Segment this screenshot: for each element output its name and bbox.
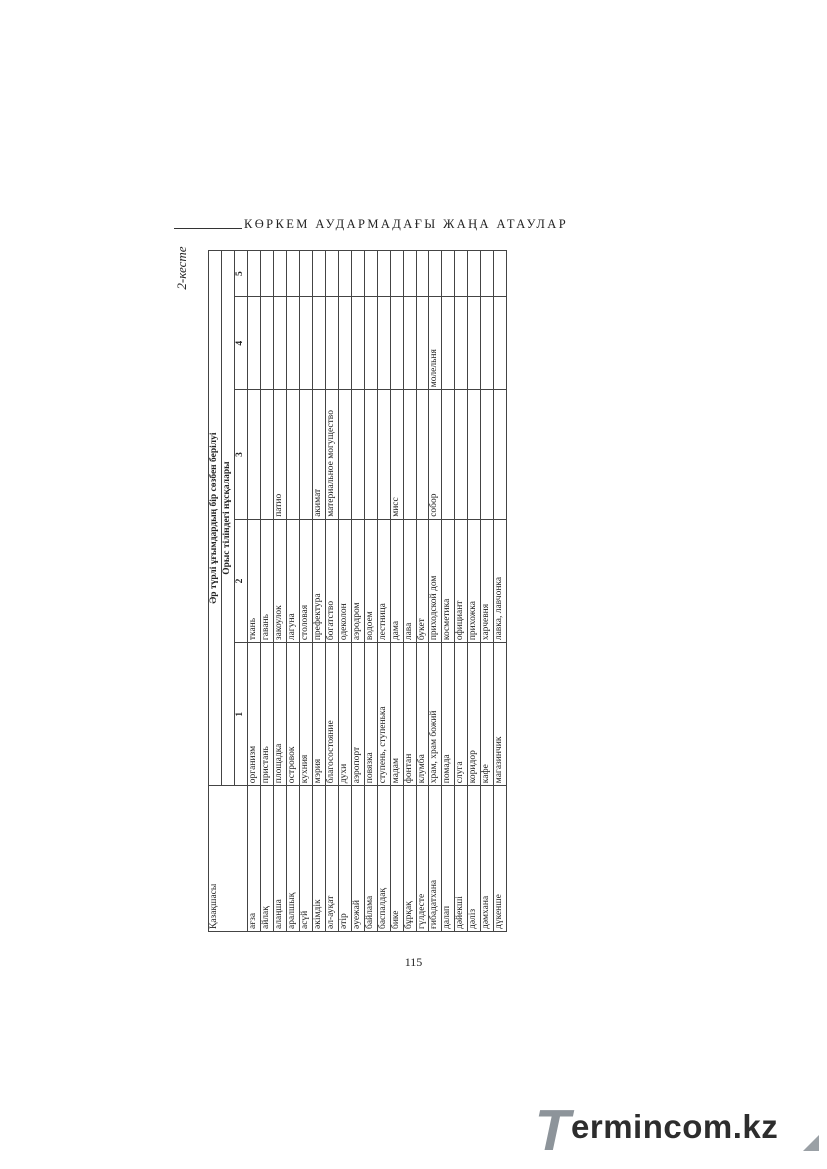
table-cell [403, 390, 416, 520]
table-cell [260, 390, 273, 520]
table-cell [299, 297, 312, 390]
table-cell [442, 297, 455, 390]
table-cell: прихожка [468, 519, 481, 642]
table-cell: материальное могущество [325, 390, 338, 520]
table-row [416, 251, 429, 932]
table-row [403, 251, 416, 932]
table-cell [351, 390, 364, 520]
table-cell: ағза [247, 786, 260, 932]
table-cell [351, 297, 364, 390]
table-cell [494, 251, 507, 297]
running-header [174, 212, 620, 232]
table-cell: аралшық [286, 786, 299, 932]
table-cell: мадам [390, 643, 403, 786]
table-cell: кухния [299, 643, 312, 786]
table-header-row [209, 251, 222, 932]
table-cell [429, 251, 442, 297]
table-row [364, 251, 377, 932]
table-cell [390, 251, 403, 297]
table-cell: лестница [377, 519, 390, 642]
column-number: 5 [234, 251, 247, 297]
table-cell: ғибадатхана [429, 786, 442, 932]
table-cell: помада [442, 643, 455, 786]
table-cell: әл-ауқат [325, 786, 338, 932]
table-cell: косметика [442, 519, 455, 642]
table-cell [455, 297, 468, 390]
table-cell [481, 251, 494, 297]
table-cell: ткань [247, 519, 260, 642]
table-cell [312, 251, 325, 297]
table-cell [442, 251, 455, 297]
table-cell [390, 297, 403, 390]
table-cell [364, 390, 377, 520]
table-cell [260, 297, 273, 390]
table-cell [325, 251, 338, 297]
table-row [442, 251, 455, 932]
table-cell: островок [286, 643, 299, 786]
header-main: Әр түрлі ұғымдардың бір сөзбен берілуі [209, 251, 222, 786]
table-row [481, 251, 494, 932]
table-cell: аэропорт [351, 643, 364, 786]
table-row [429, 251, 442, 932]
table-cell [481, 297, 494, 390]
table-cell: дәліз [468, 786, 481, 932]
table-cell: водоем [364, 519, 377, 642]
table-cell [494, 297, 507, 390]
logo-text: ermincom.kz [571, 1108, 779, 1145]
table-cell [455, 251, 468, 297]
table-cell: фонтан [403, 643, 416, 786]
column-number: 4 [234, 297, 247, 390]
table-row [351, 251, 364, 932]
logo-corner-icon [803, 1135, 819, 1151]
logo-letter-t: T [528, 1098, 578, 1163]
header-sub: Орыс тіліндегі нұсқалары [221, 251, 234, 786]
table-cell: лагуна [286, 519, 299, 642]
table-cell: магазинчик [494, 643, 507, 786]
table-cell: әкімдік [312, 786, 325, 932]
table-cell [377, 390, 390, 520]
table-cell: дәйекші [455, 786, 468, 932]
table-cell [468, 390, 481, 520]
table-cell [416, 390, 429, 520]
table-cell [377, 297, 390, 390]
table-cell [338, 390, 351, 520]
table-cell: асүй [299, 786, 312, 932]
table-cell: благосостояние [325, 643, 338, 786]
table-cell: организм [247, 643, 260, 786]
table-cell: баспалдақ [377, 786, 390, 932]
table-cell [273, 251, 286, 297]
table-row [260, 251, 273, 932]
table-row [273, 251, 286, 932]
table-cell [286, 251, 299, 297]
table-body [247, 251, 506, 932]
table-cell [273, 297, 286, 390]
table-cell: букет [416, 519, 429, 642]
table-cell: духи [338, 643, 351, 786]
terms-table [208, 250, 507, 932]
rotated-table-frame [208, 250, 614, 932]
table-cell: слуга [455, 643, 468, 786]
table-row [390, 251, 403, 932]
table-row [247, 251, 260, 932]
table-cell: дама [390, 519, 403, 642]
header-kazakh: Қазақшасы [209, 786, 248, 932]
table-cell [247, 390, 260, 520]
table-container [208, 250, 614, 932]
table-cell: префектура [312, 519, 325, 642]
table-cell: столовая [299, 519, 312, 642]
table-cell: әуежай [351, 786, 364, 932]
table-cell: бике [390, 786, 403, 932]
table-cell: мэрия [312, 643, 325, 786]
table-cell: аэродром [351, 519, 364, 642]
table-cell [403, 297, 416, 390]
table-cell: гүлдесте [416, 786, 429, 932]
column-number: 1 [234, 643, 247, 786]
table-row [494, 251, 507, 932]
table-cell: айлақ [260, 786, 273, 932]
column-number: 2 [234, 519, 247, 642]
table-cell: молельня [429, 297, 442, 390]
table-cell [312, 297, 325, 390]
table-cell: клумба [416, 643, 429, 786]
table-cell: приходской дом [429, 519, 442, 642]
table-cell: официант [455, 519, 468, 642]
table-row [312, 251, 325, 932]
table-row [338, 251, 351, 932]
table-cell [247, 251, 260, 297]
table-row [299, 251, 312, 932]
header-rule [174, 228, 242, 229]
header-title: КӨРКЕМ АУДАРМАДАҒЫ ЖАҢА АТАУЛАР [244, 217, 569, 231]
table-cell [364, 251, 377, 297]
table-cell: харчевня [481, 519, 494, 642]
table-cell [468, 251, 481, 297]
table-cell [468, 297, 481, 390]
table-cell: повязка [364, 643, 377, 786]
table-cell: акимат [312, 390, 325, 520]
table-cell: одеколон [338, 519, 351, 642]
table-cell: байлама [364, 786, 377, 932]
table-cell [351, 251, 364, 297]
table-cell [299, 390, 312, 520]
table-cell [455, 390, 468, 520]
table-cell: гавань [260, 519, 273, 642]
table-cell [325, 297, 338, 390]
table-cell [338, 251, 351, 297]
table-cell: дәмхана [481, 786, 494, 932]
table-row [377, 251, 390, 932]
table-cell [338, 297, 351, 390]
table-cell [377, 251, 390, 297]
table-cell [364, 297, 377, 390]
terimincom-logo [523, 1097, 823, 1163]
column-number: 3 [234, 390, 247, 520]
table-cell: дүкенше [494, 786, 507, 932]
table-cell [286, 297, 299, 390]
table-cell: патио [273, 390, 286, 520]
table-cell [494, 390, 507, 520]
table-row [286, 251, 299, 932]
table-cell: богатство [325, 519, 338, 642]
page-number: 115 [404, 955, 423, 969]
table-cell [416, 297, 429, 390]
table-label [172, 238, 192, 298]
table-cell [442, 390, 455, 520]
table-cell: мисс [390, 390, 403, 520]
table-cell [416, 251, 429, 297]
table-cell: закоулок [273, 519, 286, 642]
table-row [325, 251, 338, 932]
table-row [455, 251, 468, 932]
table-cell: ступень, ступенька [377, 643, 390, 786]
table-label-text: 2-кесте [174, 246, 189, 290]
table-cell: бұрқақ [403, 786, 416, 932]
table-cell: храм, храм божий [429, 643, 442, 786]
table-cell: коридор [468, 643, 481, 786]
table-cell: әтір [338, 786, 351, 932]
table-cell: алаңша [273, 786, 286, 932]
table-row [468, 251, 481, 932]
table-cell: пристань [260, 643, 273, 786]
table-cell [403, 251, 416, 297]
table-cell: площадка [273, 643, 286, 786]
table-cell [481, 390, 494, 520]
table-cell: собор [429, 390, 442, 520]
table-cell: лавка, лавчонка [494, 519, 507, 642]
table-cell: кафе [481, 643, 494, 786]
table-cell [299, 251, 312, 297]
table-cell: лава [403, 519, 416, 642]
table-cell [286, 390, 299, 520]
table-cell: далап [442, 786, 455, 932]
table-cell [247, 297, 260, 390]
table-cell [260, 251, 273, 297]
